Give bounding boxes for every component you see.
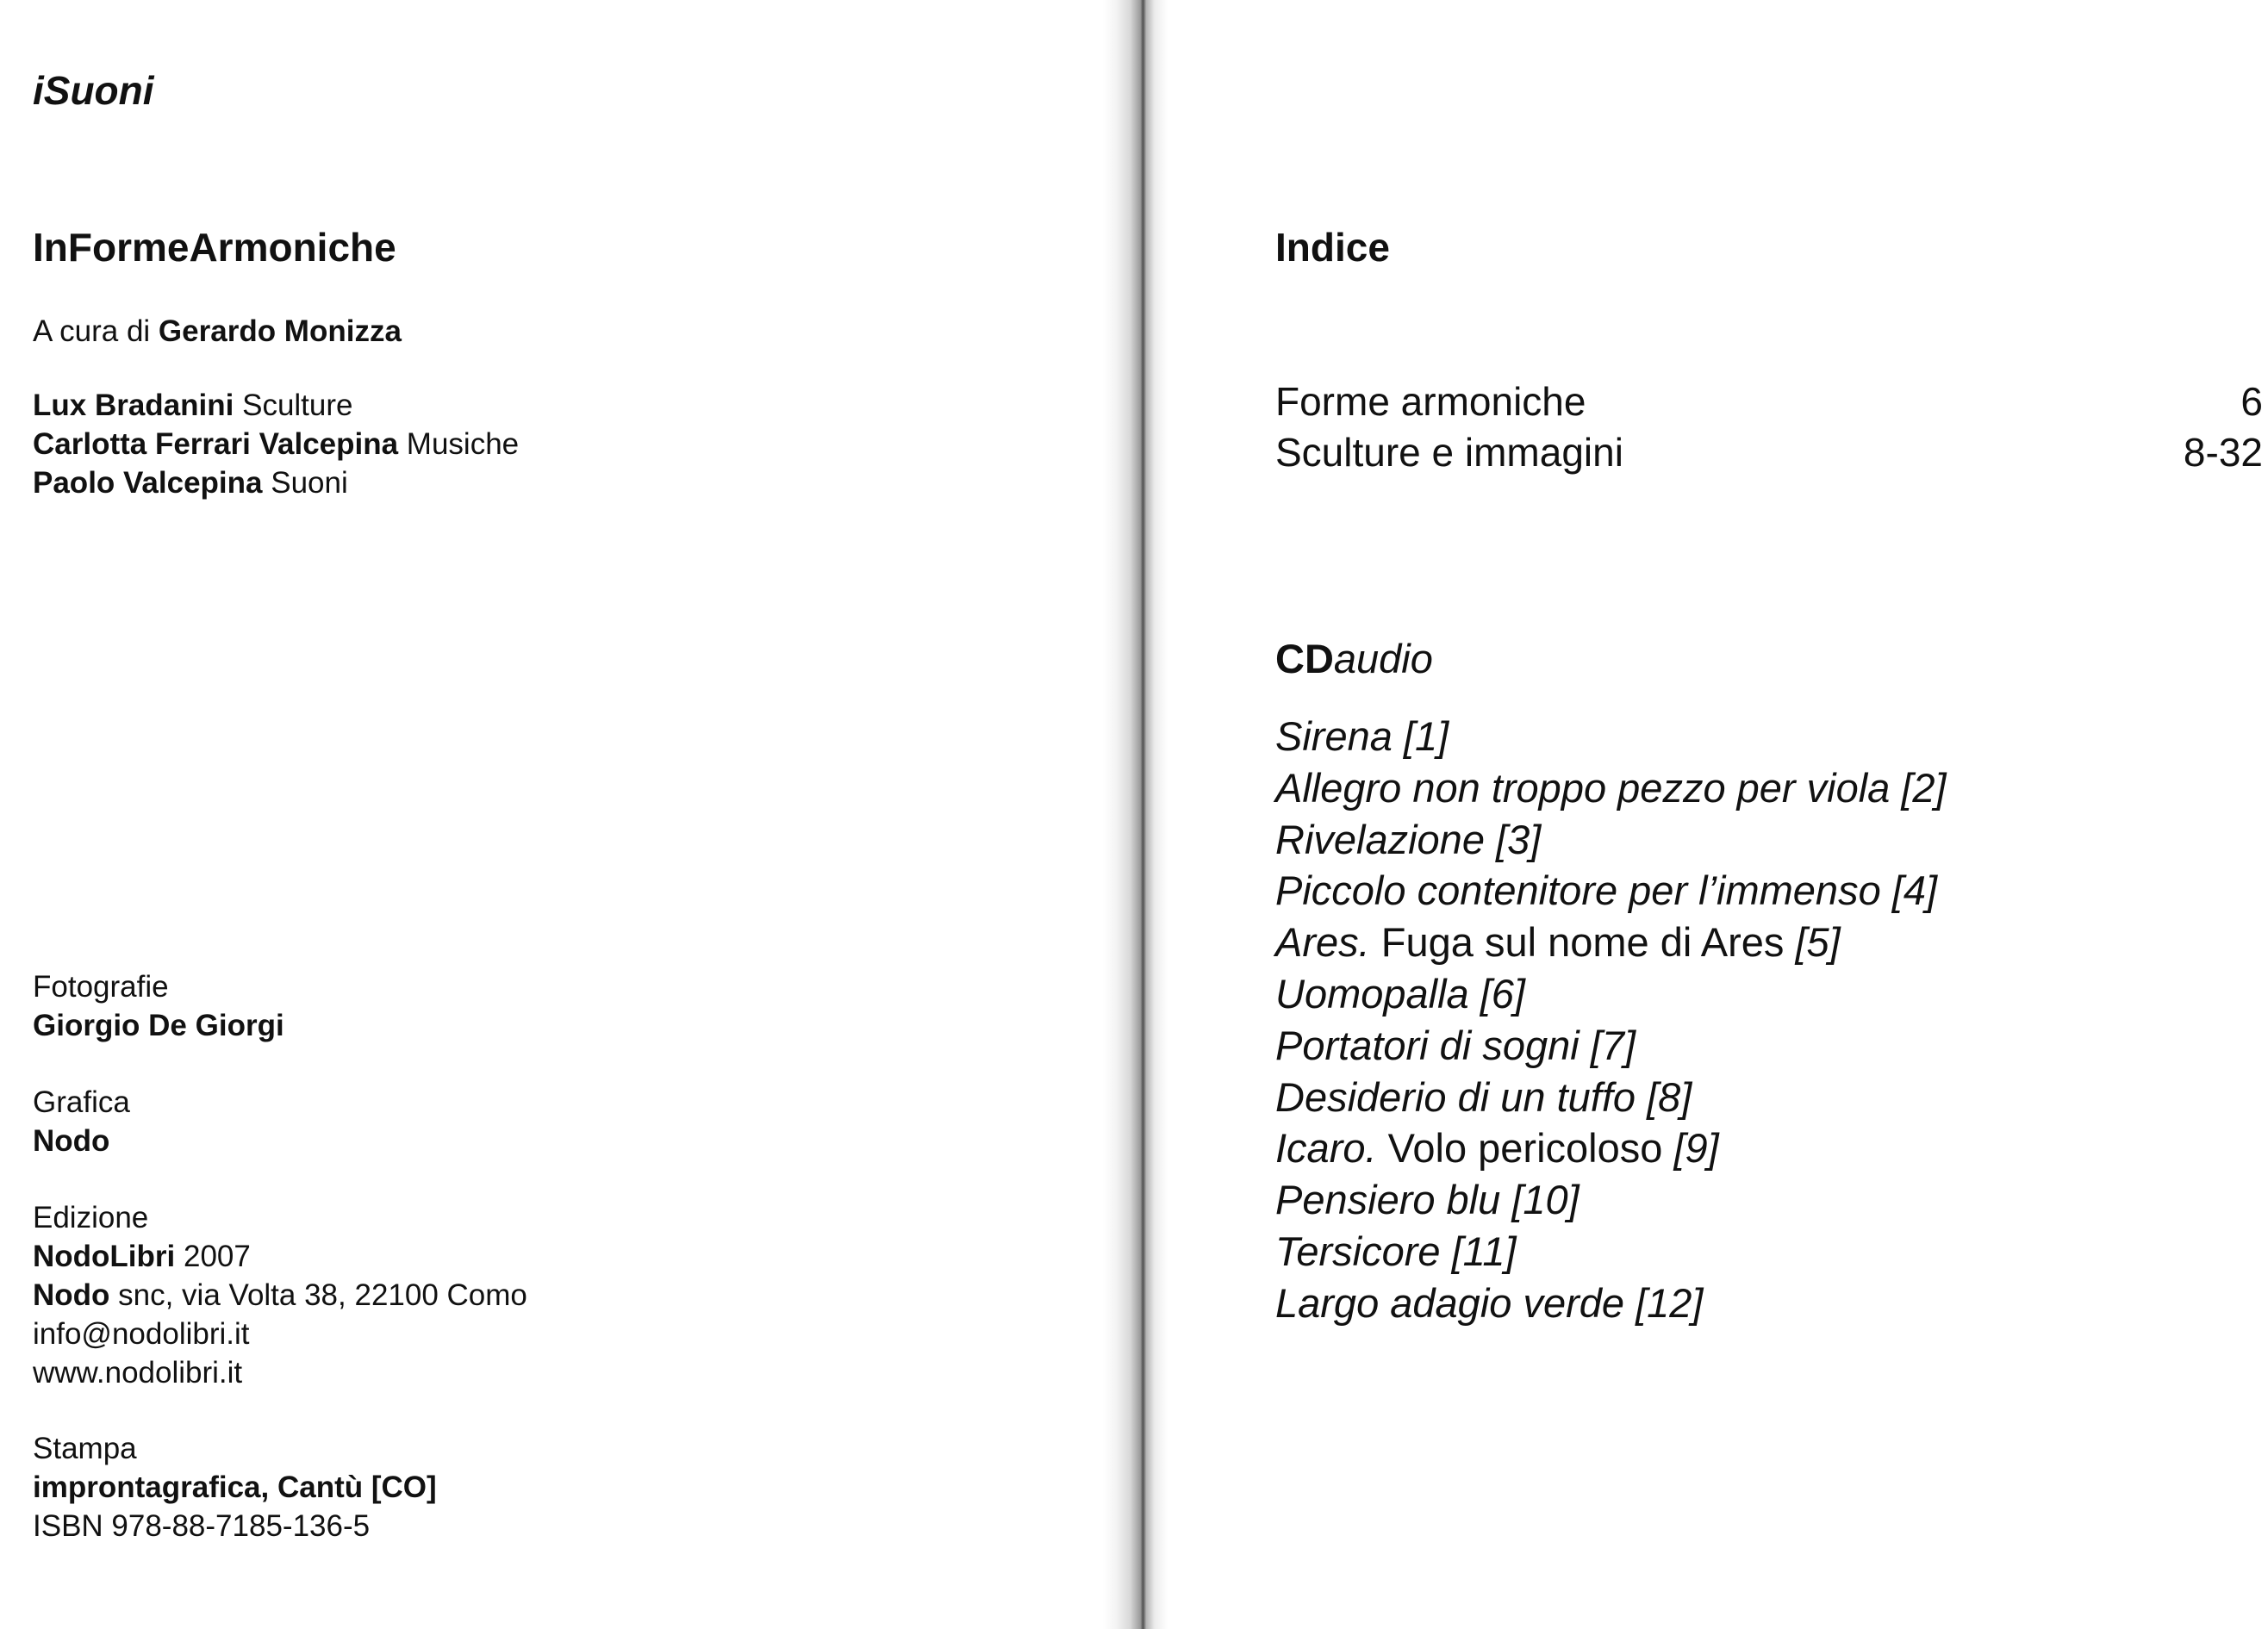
track-title: Tersicore [11]: [1275, 1228, 1517, 1274]
edition-label: Edizione: [33, 1201, 149, 1234]
credit-role: Sculture: [234, 389, 353, 422]
track-title: Uomopalla [6]: [1275, 970, 1525, 1017]
track-item: [1275, 1278, 1947, 1329]
track-item: [1275, 1072, 1947, 1123]
track-title: Largo adagio verde [12]: [1275, 1279, 1704, 1326]
credit-name: Lux Bradanini: [33, 389, 234, 422]
track-title-italic: Icaro.: [1275, 1125, 1377, 1172]
track-title: Desiderio di un tuffo [8]: [1275, 1073, 1692, 1120]
credit-role: Suoni: [262, 466, 348, 500]
track-subtitle: Volo pericoloso: [1376, 1125, 1674, 1172]
track-title: Rivelazione [3]: [1275, 816, 1542, 862]
cd-audio-title: [1275, 635, 1433, 682]
track-item: [1275, 968, 1947, 1020]
photos-block: [33, 967, 284, 1045]
track-title: Allegro non troppo pezzo per viola [2]: [1275, 764, 1947, 811]
book-title: InFormeArmoniche: [33, 225, 396, 270]
curator-line: [33, 312, 402, 351]
graphics-name: Nodo: [33, 1124, 110, 1158]
index-title: Indice: [1275, 225, 1390, 270]
track-number: [9]: [1673, 1125, 1719, 1172]
track-item: [1275, 762, 1947, 814]
track-item: [1275, 1020, 1947, 1072]
credit-name: Paolo Valcepina: [33, 466, 263, 500]
credit-row: [33, 386, 519, 425]
left-page: [0, 0, 1120, 1629]
edition-address-line: [33, 1276, 527, 1315]
toc-page: 8-32: [2183, 430, 2263, 475]
cd-title-bold: CD: [1275, 636, 1334, 681]
series-title: iSuoni: [33, 68, 154, 113]
edition-website: www.nodolibri.it: [33, 1356, 243, 1390]
track-item: [1275, 1122, 1947, 1174]
track-title: Pensiero blu [10]: [1275, 1177, 1580, 1223]
cd-title-italic: audio: [1333, 636, 1433, 681]
toc-page: 6: [2240, 379, 2263, 424]
toc-title: Sculture e immagini: [1275, 430, 1623, 475]
track-item: [1275, 711, 1947, 762]
credits-list: [33, 386, 519, 502]
credit-role: Musiche: [398, 427, 520, 461]
toc-row: [1275, 376, 2263, 427]
company-name: Nodo: [33, 1278, 110, 1312]
toc-row: [1275, 427, 2263, 478]
track-item: [1275, 814, 1947, 866]
table-of-contents: [1275, 376, 2263, 478]
track-title: Portatori di sogni [7]: [1275, 1022, 1636, 1068]
curator-name: Gerardo Monizza: [158, 314, 402, 348]
track-item: [1275, 917, 1947, 968]
curator-prefix: A cura di: [33, 314, 159, 348]
credit-row: [33, 463, 519, 502]
toc-title: Forme armoniche: [1275, 379, 1586, 424]
company-address: snc, via Volta 38, 22100 Como: [109, 1278, 527, 1312]
graphics-block: [33, 1083, 130, 1160]
print-block: [33, 1429, 437, 1545]
track-title: Piccolo contenitore per l’immenso [4]: [1275, 867, 1938, 914]
printer-name: improntagrafica, Cantù [CO]: [33, 1470, 437, 1504]
photographer-name: Giorgio De Giorgi: [33, 1009, 284, 1042]
graphics-label: Grafica: [33, 1085, 130, 1119]
edition-year: 2007: [175, 1240, 251, 1273]
track-list: [1275, 711, 1947, 1329]
track-title: Sirena [1]: [1275, 713, 1449, 759]
isbn: ISBN 978-88-7185-136-5: [33, 1509, 371, 1543]
track-item: [1275, 1174, 1947, 1226]
book-spine: [1103, 0, 1168, 1629]
track-item: [1275, 1226, 1947, 1278]
print-label: Stampa: [33, 1432, 137, 1465]
edition-publisher-line: [33, 1237, 527, 1276]
publisher-name: NodoLibri: [33, 1240, 176, 1273]
track-item: [1275, 865, 1947, 917]
track-number: [5]: [1795, 919, 1841, 966]
track-title-italic: Ares.: [1275, 919, 1370, 966]
credit-name: Carlotta Ferrari Valcepina: [33, 427, 399, 461]
photos-label: Fotografie: [33, 970, 169, 1004]
credit-row: [33, 425, 519, 463]
edition-block: [33, 1198, 527, 1392]
edition-email: info@nodolibri.it: [33, 1317, 250, 1351]
track-subtitle: Fuga sul nome di Ares: [1369, 919, 1796, 966]
right-page: [1159, 0, 2268, 1629]
